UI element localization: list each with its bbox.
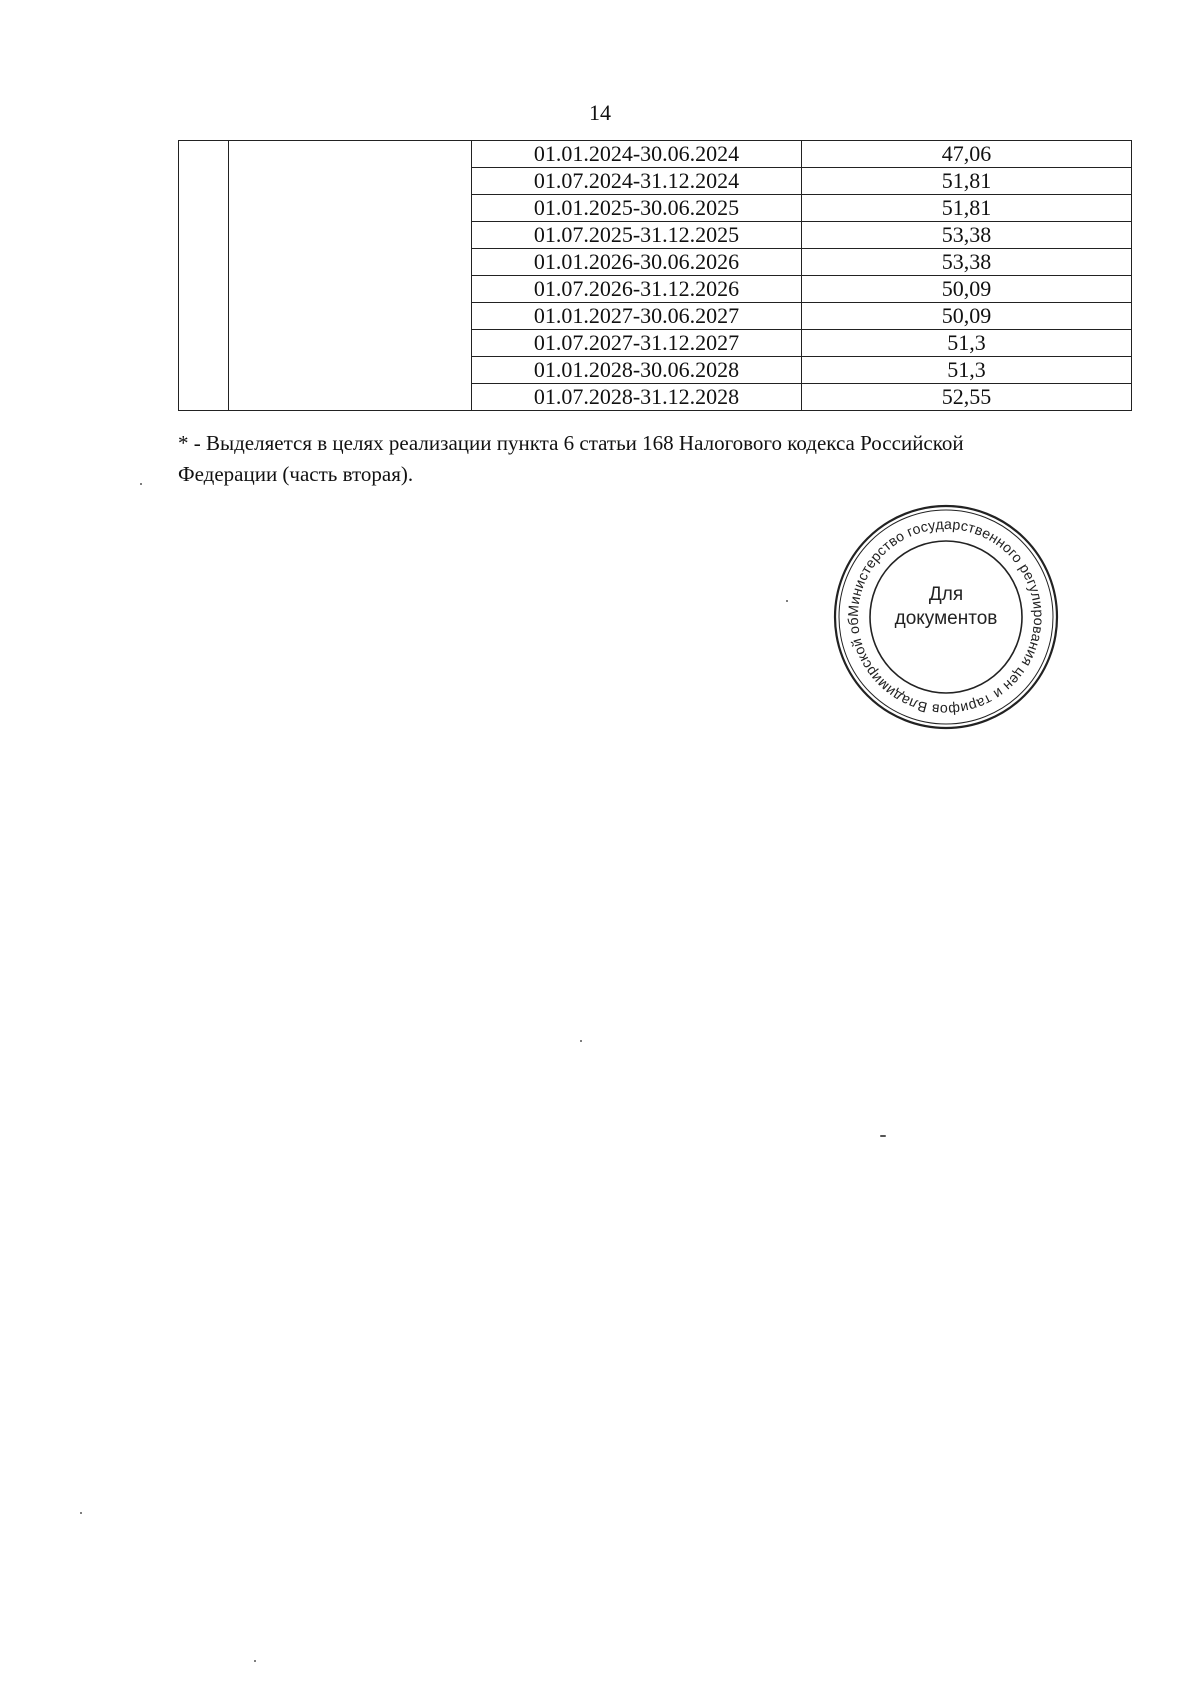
value-cell: 50,09 — [802, 276, 1132, 303]
period-cell: 01.01.2025-30.06.2025 — [472, 195, 802, 222]
scan-speck — [786, 600, 788, 602]
period-cell: 01.07.2025-31.12.2025 — [472, 222, 802, 249]
value-cell: 52,55 — [802, 384, 1132, 411]
period-cell: 01.01.2024-30.06.2024 — [472, 141, 802, 168]
period-cell: 01.07.2027-31.12.2027 — [472, 330, 802, 357]
period-cell: 01.01.2026-30.06.2026 — [472, 249, 802, 276]
period-cell: 01.01.2027-30.06.2027 — [472, 303, 802, 330]
value-cell: 51,81 — [802, 195, 1132, 222]
value-cell: 53,38 — [802, 249, 1132, 276]
scan-speck — [80, 1512, 82, 1514]
scan-speck — [580, 1040, 582, 1042]
value-cell: 50,09 — [802, 303, 1132, 330]
stamp-center-line-1: Для — [928, 584, 964, 605]
scan-speck — [880, 1135, 886, 1137]
tariff-table — [178, 140, 1132, 411]
stamp-ring-label: Министерство государственного регулирования цен и тарифов Владимирской об — [845, 516, 1047, 718]
value-cell: 47,06 — [802, 141, 1132, 168]
value-cell: 51,81 — [802, 168, 1132, 195]
scan-speck — [254, 1660, 256, 1662]
period-cell: 01.07.2026-31.12.2026 — [472, 276, 802, 303]
value-cell: 53,38 — [802, 222, 1132, 249]
table-row — [179, 141, 1132, 168]
scan-speck — [140, 483, 142, 485]
period-cell: 01.01.2028-30.06.2028 — [472, 357, 802, 384]
stamp-separator-icon — [832, 503, 835, 507]
official-stamp — [832, 503, 1060, 731]
value-cell: 51,3 — [802, 357, 1132, 384]
footnote-line-2: Федерации (часть вторая). — [178, 462, 414, 486]
period-cell: 01.07.2028-31.12.2028 — [472, 384, 802, 411]
footnote — [178, 428, 1131, 490]
period-cell: 01.07.2024-31.12.2024 — [472, 168, 802, 195]
stamp-center-text — [856, 583, 1036, 631]
empty-cell-name — [229, 141, 472, 411]
page-number: 14 — [589, 100, 611, 125]
footnote-line-1: * - Выделяется в целях реализации пункта 6 статьи 168 Налогового кодекса Российской — [178, 431, 964, 455]
stamp-center-line-2: документов — [894, 608, 998, 629]
empty-cell-number — [179, 141, 229, 411]
value-cell: 51,3 — [802, 330, 1132, 357]
